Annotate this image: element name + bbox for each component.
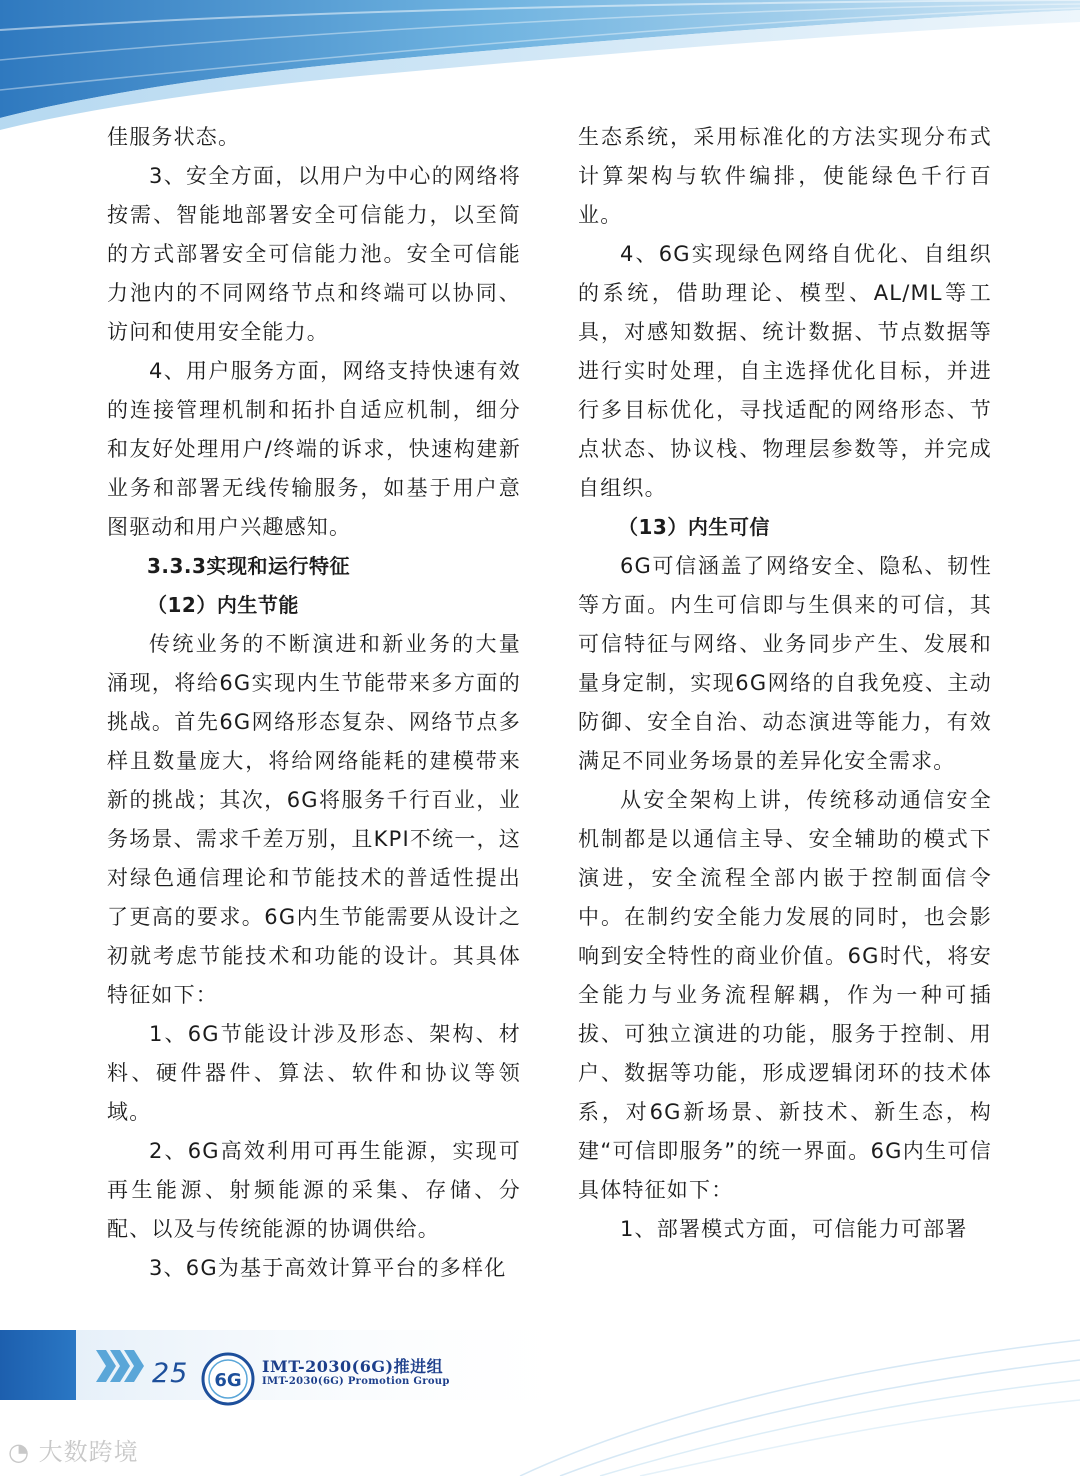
organization-title: IMT-2030(6G)推进组: [262, 1357, 444, 1376]
paragraph: 4、用户服务方面，网络支持快速有效的连接管理机制和拓扑自适应机制，细分和友好处理用户/终端的诉求，快速构建新业务和部署无线传输服务，如基于用户意图驱动和用户兴趣感知。: [107, 359, 521, 539]
page-number: 25: [152, 1358, 189, 1389]
organization-subtitle: IMT-2030(6G) Promotion Group: [262, 1376, 450, 1387]
watermark: [8, 1432, 139, 1467]
right-column: [578, 118, 992, 1249]
left-column: [107, 118, 521, 1288]
watermark-text: 大数跨境: [38, 1438, 139, 1466]
paragraph: 生态系统，采用标准化的方法实现分布式计算架构与软件编排，使能绿色千行百业。: [578, 125, 992, 227]
subsection-heading: （12）内生节能: [147, 593, 299, 617]
logo-text: 6G: [214, 1370, 242, 1391]
paragraph: 1、6G节能设计涉及形态、架构、材料、硬件器件、算法、软件和协议等领域。: [107, 1022, 521, 1124]
paragraph: 4、6G实现绿色网络自优化、自组织的系统，借助理论、模型、AL/ML等工具，对感知数据、统计数据、节点数据等进行实时处理，自主选择优化目标，并进行多目标优化，寻找适配的网络形态、节点状态、协议栈、物理层参数等，并完成自组织。: [578, 242, 992, 500]
paragraph: 6G可信涵盖了网络安全、隐私、韧性等方面。内生可信即与生俱来的可信，其可信特征与网络、业务同步产生、发展和量身定制，实现6G网络的自我免疫、主动防御、安全自治、动态演进等能力，有效满足不同业务场景的差异化安全需求。: [578, 554, 992, 773]
paragraph: 3、6G为基于高效计算平台的多样化: [149, 1256, 507, 1280]
subsection-heading: （13）内生可信: [618, 515, 770, 539]
paragraph: 佳服务状态。: [107, 125, 241, 149]
paragraph: 3、安全方面，以用户为中心的网络将按需、智能地部署安全可信能力，以至简的方式部署安全可信能力池。安全可信能力池内的不同网络节点和终端可以协同、访问和使用安全能力。: [107, 164, 521, 344]
paragraph: 2、6G高效利用可再生能源，实现可再生能源、射频能源的采集、存储、分配、以及与传统能源的协调供给。: [107, 1139, 521, 1241]
paragraph: 从安全架构上讲，传统移动通信安全机制都是以通信主导、安全辅助的模式下演进，安全流程全部内嵌于控制面信令中。在制约安全能力发展的同时，也会影响到安全特性的商业价值。6G时代，将安全能力与业务流程解耦，作为一种可插拔、可独立演进的功能，服务于控制、用户、数据等功能，形成逻辑闭环的技术体系，对6G新场景、新技术、新生态，构建“可信即服务”的统一界面。6G内生可信具体特征如下：: [578, 788, 992, 1202]
watermark-icon: ◔: [8, 1438, 30, 1466]
paragraph: 1、部署模式方面，可信能力可部署: [620, 1217, 968, 1241]
paragraph: 传统业务的不断演进和新业务的大量涌现，将给6G实现内生节能带来多方面的挑战。首先6G网络形态复杂、网络节点多样且数量庞大，将给网络能耗的建模带来新的挑战；其次，6G将服务千行百业，业务场景、需求千差万别，且KPI不统一，这对绿色通信理论和节能技术的普适性提出了更高的要求。6G内生节能需要从设计之初就考虑节能技术和功能的设计。其具体特征如下：: [107, 632, 521, 1007]
imt2030-logo-icon: [201, 1352, 255, 1406]
section-heading: 3.3.3实现和运行特征: [147, 554, 350, 578]
